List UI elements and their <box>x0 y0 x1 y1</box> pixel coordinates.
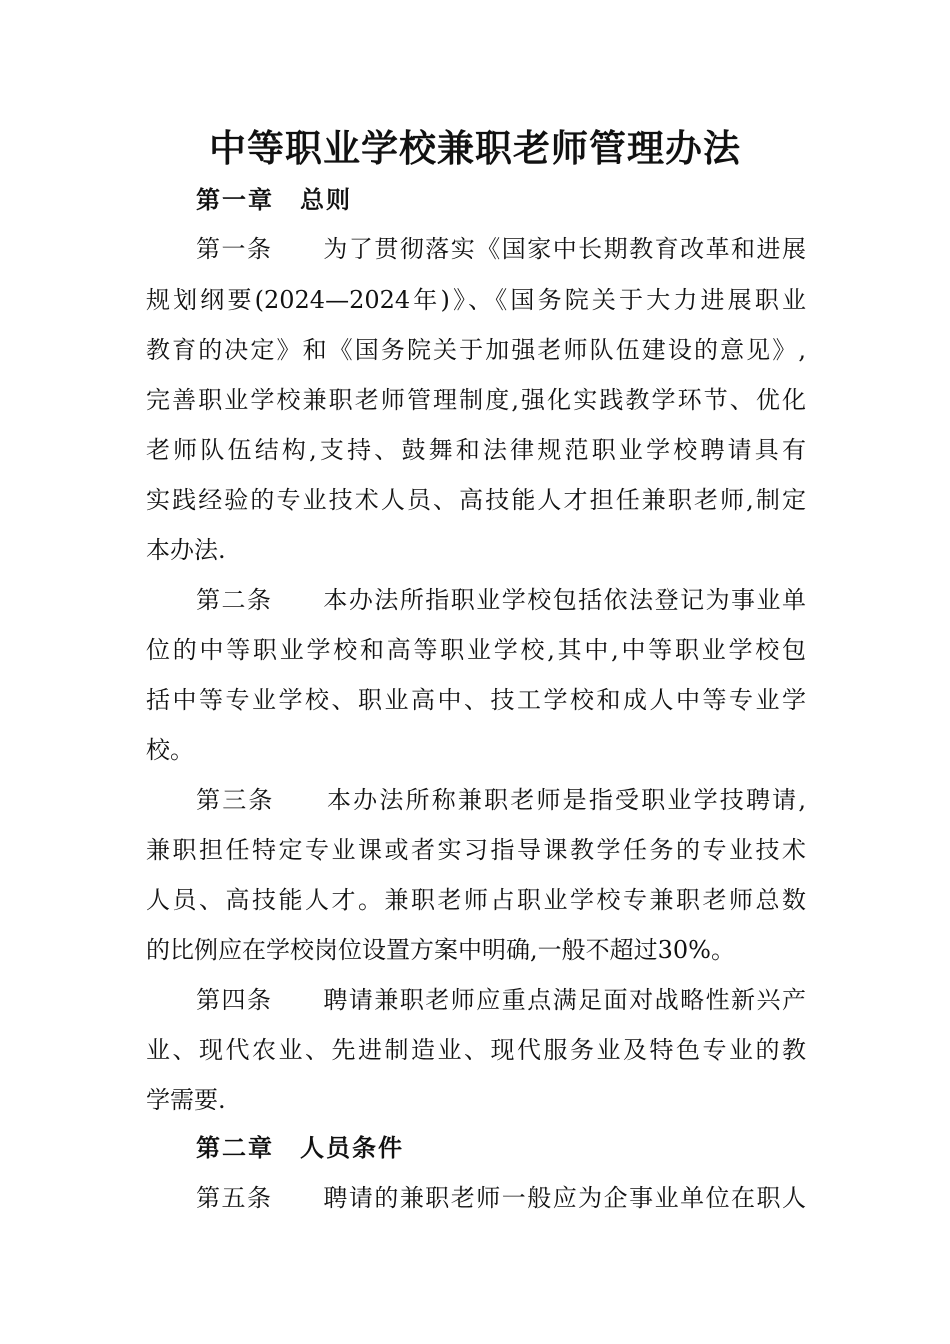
chapter-number: 第二章 <box>196 1133 274 1162</box>
text-line: 规划纲要(2024—2024年)》、《国务院关于大力进展职业 <box>146 286 806 314</box>
text-line: 第三条 本办法所称兼职老师是指受职业学技聘请, <box>196 786 806 814</box>
text-line: 括中等专业学校、职业高中、技工学校和成人中等专业学 <box>146 686 806 714</box>
text-line: 学需要. <box>146 1086 226 1114</box>
text-line: 第一条 为了贯彻落实《国家中长期教育改革和进展 <box>196 235 806 263</box>
chapter-name: 总则 <box>300 185 352 214</box>
text-line: 第二条 本办法所指职业学校包括依法登记为事业单 <box>196 586 806 614</box>
chapter-number: 第一章 <box>196 185 274 214</box>
chapter-heading-2 <box>196 1128 404 1168</box>
text-line: 兼职担任特定专业课或者实习指导课教学任务的专业技术 <box>146 836 806 864</box>
text-line: 人员、高技能人才。兼职老师占职业学校专兼职老师总数 <box>146 886 806 914</box>
text-line: 完善职业学校兼职老师管理制度,强化实践教学环节、优化 <box>146 386 806 414</box>
document-title: 中等职业学校兼职老师管理办法 <box>209 126 741 170</box>
text-line: 业、现代农业、先进制造业、现代服务业及特色专业的教 <box>146 1036 806 1064</box>
text-line: 本办法. <box>146 536 226 564</box>
text-line: 实践经验的专业技术人员、高技能人才担任兼职老师,制定 <box>146 486 806 514</box>
text-line: 第四条 聘请兼职老师应重点满足面对战略性新兴产 <box>196 986 806 1014</box>
chapter-name: 人员条件 <box>300 1133 404 1162</box>
text-line: 的比例应在学校岗位设置方案中明确,一般不超过30%。 <box>146 936 735 964</box>
text-line: 位的中等职业学校和高等职业学校,其中,中等职业学校包 <box>146 636 806 664</box>
text-line: 老师队伍结构,支持、鼓舞和法律规范职业学校聘请具有 <box>146 436 806 464</box>
chapter-heading-1 <box>196 180 352 220</box>
text-line: 第五条 聘请的兼职老师一般应为企事业单位在职人 <box>196 1184 806 1212</box>
text-line: 教育的决定》和《国务院关于加强老师队伍建设的意见》, <box>146 336 806 364</box>
text-line: 校。 <box>146 736 194 764</box>
